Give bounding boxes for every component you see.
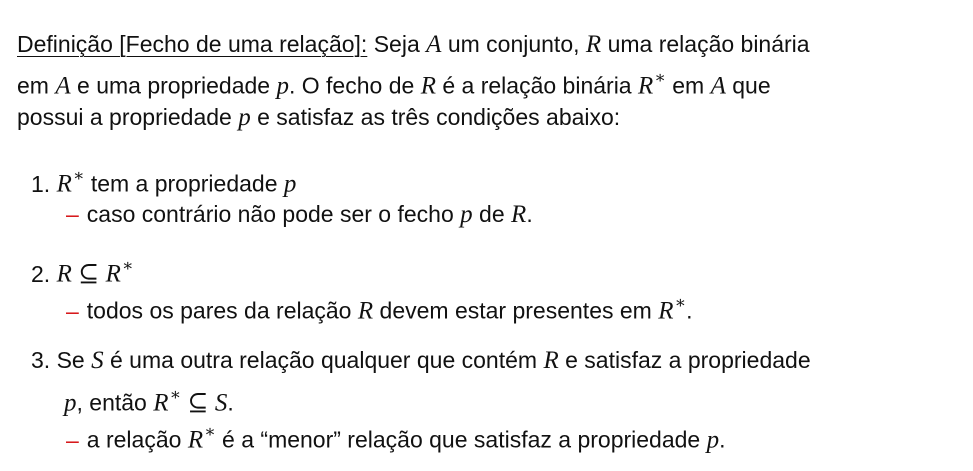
text: em xyxy=(672,72,705,99)
condition-3-note xyxy=(66,420,726,455)
text: tem a propriedade xyxy=(90,170,278,197)
condition-number: 3. xyxy=(31,347,51,373)
math-var: R xyxy=(153,389,169,417)
math-var: R xyxy=(56,260,72,288)
star: ∗ xyxy=(654,68,666,87)
text: é uma outra relação qualquer que contém xyxy=(110,347,538,373)
text: caso contrário não pode ser o fecho xyxy=(86,201,454,227)
definition-line-2 xyxy=(17,66,771,101)
math-var: S xyxy=(214,389,228,417)
text: . O fecho de xyxy=(288,72,415,99)
definition-title: Definição [Fecho de uma relação]: xyxy=(17,31,368,57)
text: , então xyxy=(76,389,147,416)
math-var: R xyxy=(420,72,436,100)
condition-1-note xyxy=(66,200,533,229)
math-var: R xyxy=(105,260,121,288)
math-var: R xyxy=(543,347,559,374)
star: ∗ xyxy=(121,256,134,275)
star: ∗ xyxy=(169,385,182,404)
math-var: R xyxy=(658,297,674,325)
star: ∗ xyxy=(674,293,687,312)
text: possui a propriedade xyxy=(17,104,232,130)
math-var: A xyxy=(426,31,442,58)
math-var: R xyxy=(357,297,374,325)
text: . xyxy=(719,426,726,453)
text: e uma propriedade xyxy=(77,72,271,99)
text: . xyxy=(227,389,234,416)
math-var: R xyxy=(187,426,204,454)
condition-number: 2. xyxy=(31,260,51,287)
condition-2-note xyxy=(66,291,692,326)
math-var: R xyxy=(56,170,72,198)
text: Seja xyxy=(373,31,420,57)
text: . xyxy=(686,297,693,324)
math-var: S xyxy=(91,347,104,374)
dash-bullet: – xyxy=(66,201,79,227)
text: . xyxy=(526,201,533,227)
dash-bullet: – xyxy=(66,426,79,453)
condition-3-main xyxy=(31,346,811,375)
math-var: p xyxy=(460,201,473,228)
text: Se xyxy=(56,347,85,373)
star: ∗ xyxy=(204,422,216,441)
math-var: p xyxy=(64,389,77,417)
definition-line-1 xyxy=(17,30,810,59)
math-var: R xyxy=(585,31,602,58)
math-var: p xyxy=(276,72,289,100)
text: que xyxy=(732,72,771,99)
subseteq-symbol: ⊆ xyxy=(78,260,100,288)
text: é a “menor” relação que satisfaz a propriedade xyxy=(222,426,701,453)
text: uma relação binária xyxy=(607,31,810,57)
math-var: A xyxy=(55,72,71,100)
star: ∗ xyxy=(72,166,85,185)
definition-line-3 xyxy=(17,103,620,132)
text: devem estar presentes em xyxy=(379,297,652,324)
math-var: R xyxy=(637,72,654,100)
text: todos os pares da relação xyxy=(86,297,352,324)
dash-bullet: – xyxy=(66,297,79,324)
text: e satisfaz a propriedade xyxy=(565,347,811,373)
text: é a relação binária xyxy=(442,72,632,99)
math-var: R xyxy=(511,201,527,228)
condition-1-main xyxy=(31,164,296,199)
math-var: p xyxy=(238,104,251,131)
math-var: p xyxy=(283,170,297,198)
text: um conjunto, xyxy=(447,31,580,57)
text: e satisfaz as três condições abaixo: xyxy=(257,104,621,130)
math-var: A xyxy=(710,72,726,100)
subseteq-symbol: ⊆ xyxy=(187,389,209,417)
condition-2-main xyxy=(31,254,133,289)
text: a relação xyxy=(86,426,182,453)
text: de xyxy=(479,201,505,227)
condition-number: 1. xyxy=(31,170,51,197)
math-var: p xyxy=(706,426,720,454)
text: em xyxy=(17,72,49,99)
condition-3-continuation xyxy=(64,383,234,418)
